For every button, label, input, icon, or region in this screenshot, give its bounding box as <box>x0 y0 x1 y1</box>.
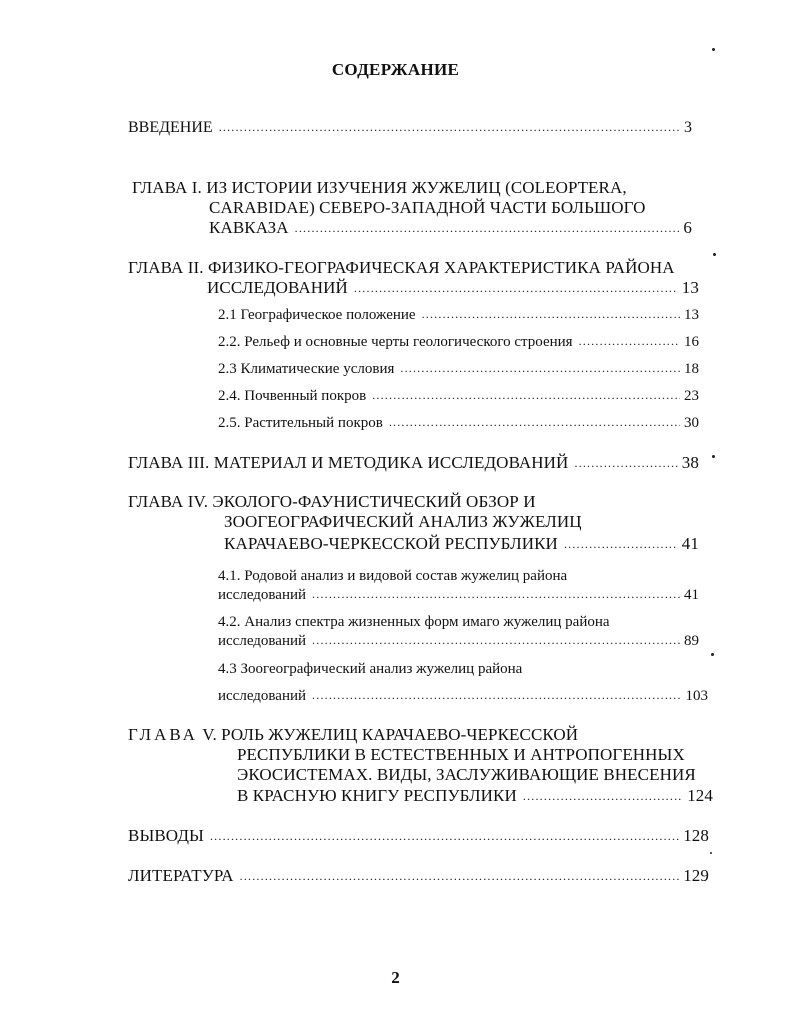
toc-ch1-line2: CARABIDAE) СЕВЕРО-ЗАПАДНОЙ ЧАСТИ БОЛЬШОГО <box>209 198 646 217</box>
toc-label: ВЫВОДЫ <box>128 826 204 845</box>
toc-section-4-3-line1: 4.3 Зоогеографический анализ жужелиц района <box>218 661 523 677</box>
toc-label: ГЛАВА III. МАТЕРИАЛ И МЕТОДИКА ИССЛЕДОВАНИЙ <box>128 453 569 472</box>
page-number: 2 <box>391 968 400 987</box>
toc-page: 124 <box>687 786 713 805</box>
toc-entry-introduction <box>128 118 692 138</box>
toc-entry-literature <box>128 866 709 887</box>
toc-ch5-prefix: ГЛАВА <box>128 725 198 744</box>
toc-entry-chapter-4 <box>224 534 699 555</box>
toc-label: исследований <box>218 688 307 704</box>
toc-page: 129 <box>683 866 709 885</box>
toc-label: 2.3 Климатические условия <box>218 361 395 377</box>
toc-page: 128 <box>683 826 709 845</box>
toc-ch4-line2: ЗООГЕОГРАФИЧЕСКИЙ АНАЛИЗ ЖУЖЕЛИЦ <box>224 512 582 531</box>
leader-dots <box>240 866 680 886</box>
leader-dots <box>372 385 680 405</box>
leader-dots <box>564 534 678 554</box>
leader-dots <box>389 412 680 432</box>
leader-dots <box>295 218 680 238</box>
toc-ch2-line1: ГЛАВА II. ФИЗИКО-ГЕОГРАФИЧЕСКАЯ ХАРАКТЕРИСТИКА РАЙОНА <box>128 258 675 277</box>
toc-ch5-line3: ЭКОСИСТЕМАХ. ВИДЫ, ЗАСЛУЖИВАЮЩИЕ ВНЕСЕНИЯ <box>237 765 696 784</box>
leader-dots <box>400 358 680 378</box>
toc-section-4-3 <box>218 686 708 706</box>
toc-section-4-1-line1: 4.1. Родовой анализ и видовой состав жужелиц района <box>218 568 568 584</box>
toc-page: 103 <box>685 688 708 704</box>
toc-label: ЛИТЕРАТУРА <box>128 866 234 885</box>
leader-dots <box>354 278 678 298</box>
toc-label: 2.5. Растительный покров <box>218 415 383 431</box>
toc-page: 3 <box>684 119 692 136</box>
toc-section-2-5 <box>218 413 699 433</box>
leader-dots <box>574 453 677 473</box>
toc-page: 30 <box>684 415 699 431</box>
leader-dots <box>422 304 680 324</box>
toc-section-2-4 <box>218 386 699 406</box>
toc-page: 41 <box>684 587 699 603</box>
toc-entry-chapter-5 <box>237 786 713 807</box>
toc-label: КАВКАЗА <box>209 218 289 237</box>
scan-speck <box>712 455 715 458</box>
toc-section-2-1 <box>218 305 699 325</box>
toc-page: 13 <box>684 307 699 323</box>
toc-ch5-line2: РЕСПУБЛИКИ В ЕСТЕСТВЕННЫХ И АНТРОПОГЕННЫХ <box>237 745 685 764</box>
toc-entry-chapter-2 <box>207 278 699 299</box>
toc-label: 2.4. Почвенный покров <box>218 388 367 404</box>
toc-page: 41 <box>681 534 699 553</box>
toc-page: 23 <box>684 388 699 404</box>
toc-page: 18 <box>684 361 699 377</box>
toc-label: 2.2. Рельеф и основные черты геологического строения <box>218 334 573 350</box>
toc-label: В КРАСНУЮ КНИГУ РЕСПУБЛИКИ <box>237 786 517 805</box>
toc-label: исследований <box>218 633 307 649</box>
toc-ch4-line1: ГЛАВА IV. ЭКОЛОГО-ФАУНИСТИЧЕСКИЙ ОБЗОР И <box>128 492 536 511</box>
scan-speck <box>710 852 712 854</box>
leader-dots <box>523 786 683 806</box>
toc-label: ИССЛЕДОВАНИЙ <box>207 278 348 297</box>
toc-entry-conclusions <box>128 826 709 847</box>
toc-section-4-1 <box>218 585 699 605</box>
toc-page: 38 <box>681 453 699 472</box>
toc-page: 13 <box>681 278 699 297</box>
toc-entry-chapter-3 <box>128 453 699 474</box>
toc-label: 2.1 Географическое положение <box>218 307 416 323</box>
leader-dots <box>579 331 680 351</box>
leader-dots <box>312 685 681 705</box>
scan-speck <box>712 48 715 51</box>
toc-page: 16 <box>684 334 699 350</box>
toc-ch1-line1: ГЛАВА I. ИЗ ИСТОРИИ ИЗУЧЕНИЯ ЖУЖЕЛИЦ (COLEOPTERA, <box>132 178 627 197</box>
page-title: СОДЕРЖАНИЕ <box>331 60 460 79</box>
toc-label: КАРАЧАЕВО-ЧЕРКЕССКОЙ РЕСПУБЛИКИ <box>224 534 558 553</box>
toc-section-4-2-line1: 4.2. Анализ спектра жизненных форм имаго жужелиц района <box>218 614 610 630</box>
toc-section-2-3 <box>218 359 699 379</box>
toc-page: 89 <box>684 633 699 649</box>
toc-section-4-2 <box>218 631 699 651</box>
toc-ch5-line1 <box>128 725 578 745</box>
toc-label: ВВЕДЕНИЕ <box>128 119 213 136</box>
leader-dots <box>210 826 679 846</box>
toc-label: исследований <box>218 587 307 603</box>
scan-speck <box>713 253 716 256</box>
leader-dots <box>312 630 680 650</box>
toc-ch5-title: V. РОЛЬ ЖУЖЕЛИЦ КАРАЧАЕВО-ЧЕРКЕССКОЙ <box>197 725 579 744</box>
leader-dots <box>219 117 680 137</box>
leader-dots <box>312 584 680 604</box>
toc-section-2-2 <box>218 332 699 352</box>
toc-entry-chapter-1 <box>209 218 692 239</box>
toc-page: 6 <box>683 218 692 237</box>
scan-speck <box>711 653 714 656</box>
